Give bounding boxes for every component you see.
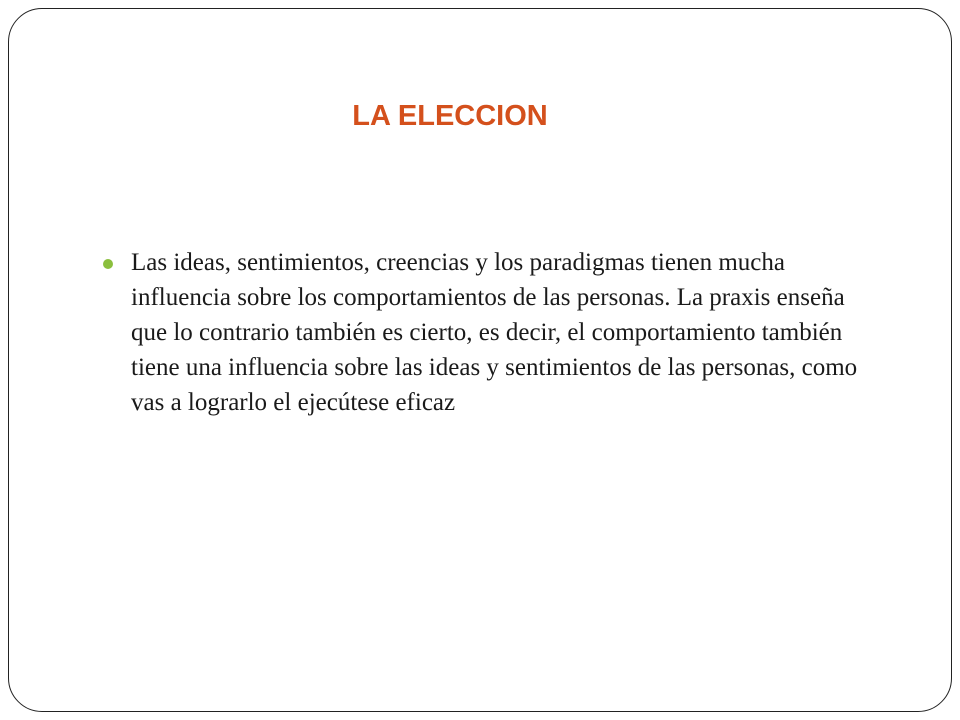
bullet-list xyxy=(103,245,863,420)
slide-title: LA ELECCION xyxy=(352,100,548,132)
bullet-text: Las ideas, sentimientos, creencias y los paradigmas tienen mucha influencia sobre los comportamientos de las personas. La praxis enseña que lo contrario también es cierto, es decir, el comportamiento también tiene una influencia sobre las ideas y sentimientos de las personas, como vas a lograrlo el ejecútese eficaz xyxy=(131,249,858,416)
bullet-item xyxy=(103,245,863,420)
bullet-dot-icon xyxy=(103,259,113,269)
